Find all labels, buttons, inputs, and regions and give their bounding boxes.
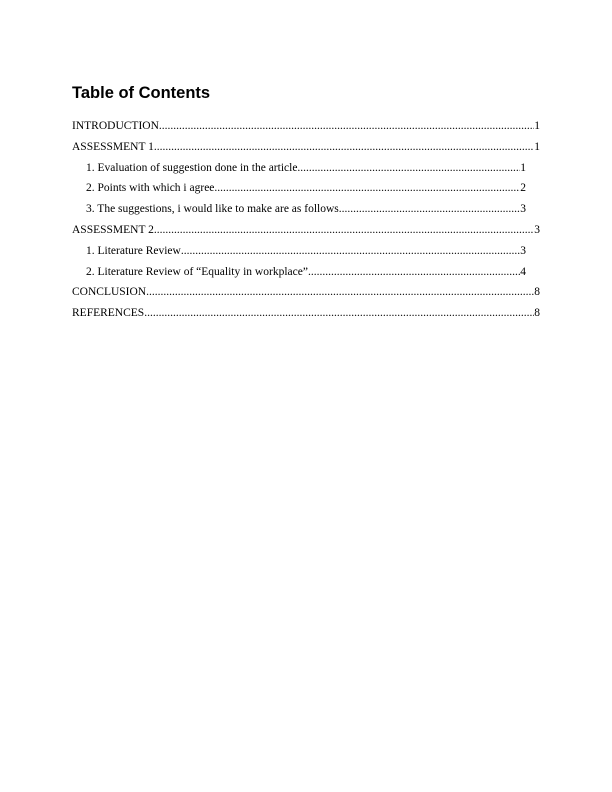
toc-entry-assessment-1[interactable] <box>72 137 540 158</box>
toc-entry-assessment-2[interactable] <box>72 220 540 241</box>
toc-leader-dots <box>144 303 534 324</box>
toc-leader-dots <box>154 137 534 158</box>
toc-leader-dots <box>339 199 521 220</box>
toc-entry-page: 2 <box>520 182 526 195</box>
toc-leader-dots <box>308 262 520 283</box>
toc-entry-label: REFERENCES <box>72 307 145 320</box>
toc-leader-dots <box>214 178 520 199</box>
toc-title: Table of Contents <box>72 84 211 102</box>
toc-entry-page: 1 <box>534 120 540 132</box>
toc-entry-page: 8 <box>534 307 540 320</box>
toc-entry-page: 3 <box>520 244 526 257</box>
toc-entry-page: 3 <box>520 203 526 216</box>
toc-leader-dots <box>181 241 520 262</box>
toc-entry-evaluation-of-suggestion[interactable] <box>72 158 526 179</box>
toc-entry-page: 8 <box>534 286 540 299</box>
toc-leader-dots <box>159 116 534 137</box>
toc-entry-references[interactable] <box>72 303 540 324</box>
toc-entry-label: 1. Literature Review <box>86 244 181 257</box>
toc-entry-label: 2. Literature Review of “Equality in workplace” <box>86 265 308 278</box>
toc-entry-label: ASSESSMENT 1 <box>72 140 154 153</box>
toc-entry-label: 2. Points with which i agree <box>86 182 215 195</box>
toc-entry-label: ASSESSMENT 2 <box>72 223 154 236</box>
toc-entry-page: 3 <box>534 223 540 236</box>
toc-entry-literature-review-equality[interactable] <box>72 262 526 283</box>
toc-entry-label: 1. Evaluation of suggestion done in the article <box>86 161 298 174</box>
toc-entry-page: 1 <box>534 140 540 153</box>
toc-entry-literature-review[interactable] <box>72 241 526 262</box>
toc-leader-dots <box>297 158 520 179</box>
toc-entry-label: CONCLUSION <box>72 286 147 299</box>
toc-entry-introduction[interactable] <box>72 116 540 137</box>
toc-leader-dots <box>146 282 534 303</box>
toc-list <box>72 116 540 324</box>
toc-entry-points-agree[interactable] <box>72 178 526 199</box>
toc-leader-dots <box>154 220 534 241</box>
toc-entry-suggestions[interactable] <box>72 199 526 220</box>
toc-entry-page: 1 <box>520 161 526 174</box>
toc-entry-label: 3. The suggestions, i would like to make are as follows <box>86 203 339 216</box>
toc-entry-page: 4 <box>520 265 526 278</box>
toc-entry-conclusion[interactable] <box>72 282 540 303</box>
toc-entry-label: INTRODUCTION <box>72 120 159 132</box>
